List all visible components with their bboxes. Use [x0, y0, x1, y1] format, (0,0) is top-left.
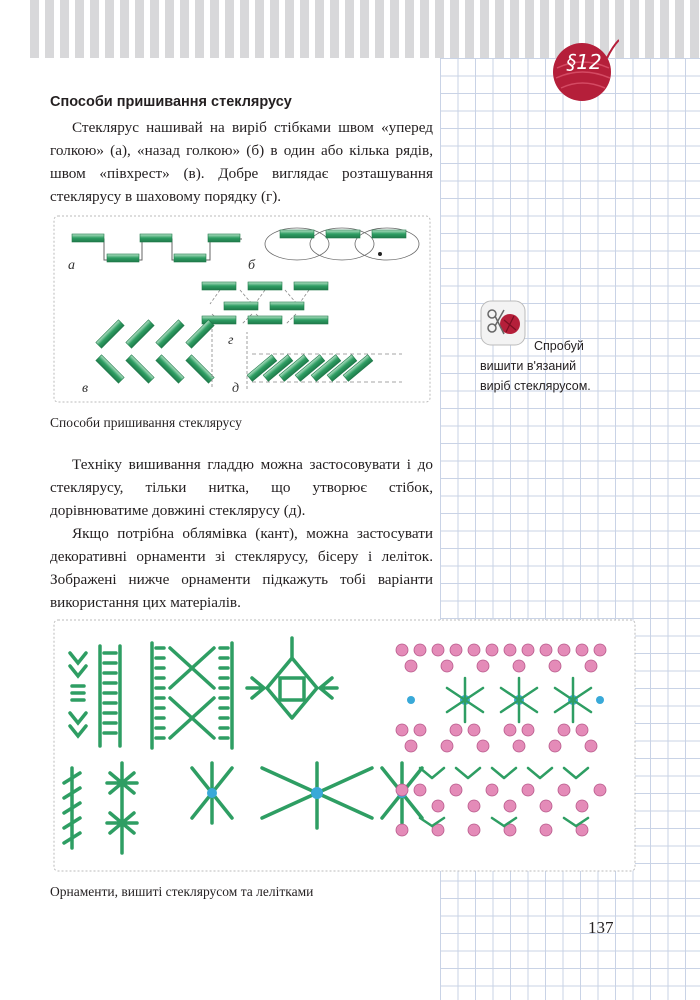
- paragraph-3: Якщо потрібна облямівка (кант), можна застосувати декоративні орнаменти зі стеклярусу, бісеру і леліток. Зображені нижче орнаменти підкажуть тобі варіанти використання цих матеріалів.: [50, 525, 433, 611]
- paragraph-1: Стеклярус нашивай на виріб стібками швом «уперед голкою» (а), «назад голкою» (б) в один або кілька рядів, швом «півхрест» (в). Добре виглядає розташування стеклярусу в шаховому порядку (г).: [50, 119, 433, 205]
- label-d: д: [232, 381, 240, 396]
- page-number: 137: [588, 918, 614, 937]
- figure2-caption: Орнаменти, вишиті стеклярусом та лелітками: [50, 884, 314, 899]
- section-number: §12: [566, 50, 602, 74]
- label-g: г: [228, 333, 234, 348]
- section-heading: Способи пришивання стеклярусу: [50, 94, 292, 110]
- paragraph-2: Техніку вишивання гладдю можна застосовувати і до стеклярусу, тільки нитка, що утворює стібок, дорівнюватиме довжині стеклярусу (д).: [50, 456, 433, 519]
- tip-text: Спробуй вишити в'язаний виріб стеклярусом.: [480, 339, 591, 393]
- figure1-caption: Способи пришивання стеклярусу: [50, 415, 242, 430]
- figure-sewing-methods: [52, 214, 432, 404]
- figure-ornaments: [52, 618, 637, 873]
- label-v: в: [82, 381, 89, 396]
- label-a: а: [68, 258, 75, 273]
- label-b: б: [248, 258, 256, 273]
